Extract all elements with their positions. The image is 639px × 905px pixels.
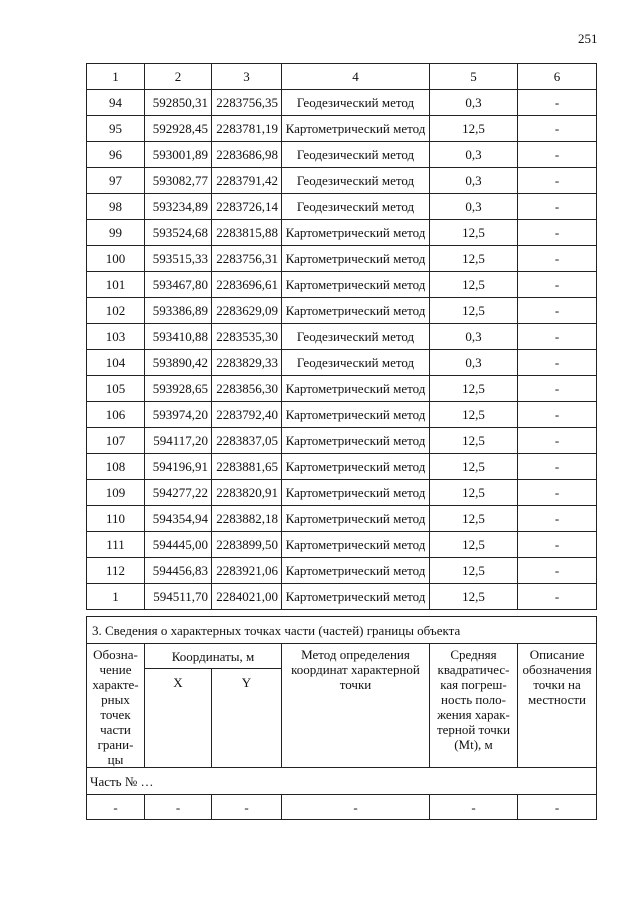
header-line: части [100,722,131,737]
description: - [518,220,597,246]
coord-x: 593467,80 [145,272,212,298]
mean-square-error: 0,3 [430,350,518,376]
coord-x: 594456,83 [145,558,212,584]
description: - [518,558,597,584]
mean-square-error: 12,5 [430,376,518,402]
header-line: точки [339,677,372,692]
header-mean-square-lines [430,644,517,752]
point-number: 103 [87,324,145,350]
mean-square-error: 12,5 [430,584,518,610]
header-mean-square-error [430,644,518,768]
section-title-cell [87,617,597,644]
coord-y: 2283882,18 [212,506,282,532]
column-header: 3 [212,64,282,90]
mean-square-error: 12,5 [430,402,518,428]
dash-cell: - [430,795,518,820]
method: Картометрический метод [282,558,430,584]
point-number: 96 [87,142,145,168]
coord-x: 593928,65 [145,376,212,402]
section-title: 3. Сведения о характерных точках части (частей) границы объекта [92,622,461,638]
header-y: Y [212,669,282,768]
header-line: (Mt), м [454,737,493,752]
method: Геодезический метод [282,168,430,194]
method: Геодезический метод [282,324,430,350]
description: - [518,116,597,142]
mean-square-error: 12,5 [430,272,518,298]
mean-square-error: 0,3 [430,168,518,194]
point-number: 99 [87,220,145,246]
description: - [518,532,597,558]
header-line: цы [107,752,124,767]
table-row [87,220,597,246]
method: Картометрический метод [282,272,430,298]
column-header: 4 [282,64,430,90]
method: Картометрический метод [282,402,430,428]
mean-square-error: 0,3 [430,324,518,350]
coord-x: 593001,89 [145,142,212,168]
table-row [87,272,597,298]
mean-square-error: 12,5 [430,298,518,324]
coord-y: 2283696,61 [212,272,282,298]
coord-x: 592928,45 [145,116,212,142]
table-row [87,90,597,116]
header-line: характе- [92,677,139,692]
coord-x: 593082,77 [145,168,212,194]
part-label: Часть № … [87,768,597,795]
coord-y: 2283726,14 [212,194,282,220]
header-row [87,64,597,90]
point-number: 101 [87,272,145,298]
header-x: X [145,669,212,768]
point-number: 110 [87,506,145,532]
table-row [87,168,597,194]
coord-x: 593974,20 [145,402,212,428]
description: - [518,168,597,194]
point-number: 94 [87,90,145,116]
header-line: точки на [533,677,581,692]
header-line: Описание [529,647,585,662]
header-line: кая погреш- [440,677,507,692]
header-description-lines [518,644,596,707]
description: - [518,480,597,506]
mean-square-error: 12,5 [430,246,518,272]
table-row [87,454,597,480]
coord-x: 594277,22 [145,480,212,506]
method: Картометрический метод [282,506,430,532]
method: Картометрический метод [282,584,430,610]
description: - [518,246,597,272]
table-row [87,324,597,350]
header-coordinates: Координаты, м [145,644,282,669]
point-number: 108 [87,454,145,480]
coord-y: 2283899,50 [212,532,282,558]
description: - [518,324,597,350]
column-header: 2 [145,64,212,90]
point-number: 112 [87,558,145,584]
point-number: 98 [87,194,145,220]
header-designation [87,644,145,768]
point-number: 100 [87,246,145,272]
header-line: квадратичес- [437,662,510,677]
coord-y: 2284021,00 [212,584,282,610]
header-line: Обозна- [93,647,138,662]
header-line: Метод определения [301,647,410,662]
coord-x: 594354,94 [145,506,212,532]
coord-x: 593234,89 [145,194,212,220]
method: Геодезический метод [282,194,430,220]
header-line: Средняя [450,647,497,662]
header-line: местности [528,692,587,707]
dash-row [87,795,597,820]
column-header: 5 [430,64,518,90]
header-line: рных [101,692,130,707]
header-line: чение [99,662,132,677]
coord-y: 2283829,33 [212,350,282,376]
mean-square-error: 12,5 [430,532,518,558]
method: Картометрический метод [282,376,430,402]
header-line: обозначения [522,662,592,677]
description: - [518,454,597,480]
table-row [87,194,597,220]
coord-y: 2283756,31 [212,246,282,272]
parts-table [86,616,597,820]
point-number: 106 [87,402,145,428]
description: - [518,194,597,220]
method: Картометрический метод [282,532,430,558]
point-number: 104 [87,350,145,376]
coord-y: 2283686,98 [212,142,282,168]
mean-square-error: 12,5 [430,558,518,584]
table-row [87,350,597,376]
header-line: жения харак- [437,707,510,722]
coord-y: 2283856,30 [212,376,282,402]
description: - [518,428,597,454]
table-row [87,584,597,610]
table-row [87,376,597,402]
parts-title-row [87,617,597,644]
page-number: 251 [578,31,598,46]
coord-y: 2283781,19 [212,116,282,142]
point-number: 95 [87,116,145,142]
coord-x: 592850,31 [145,90,212,116]
table-row [87,116,597,142]
point-number: 105 [87,376,145,402]
column-header: 1 [87,64,145,90]
description: - [518,142,597,168]
dash-cell: - [212,795,282,820]
point-number: 97 [87,168,145,194]
coord-x: 593515,33 [145,246,212,272]
table-row [87,506,597,532]
description: - [518,298,597,324]
coord-y: 2283756,35 [212,90,282,116]
description: - [518,272,597,298]
coord-y: 2283629,09 [212,298,282,324]
coord-y: 2283837,05 [212,428,282,454]
column-header: 6 [518,64,597,90]
header-method-lines [282,644,429,692]
coord-x: 594445,00 [145,532,212,558]
method: Геодезический метод [282,350,430,376]
header-description [518,644,597,768]
header-line: грани- [97,737,134,752]
coord-x: 593386,89 [145,298,212,324]
header-line: ность поло- [440,692,506,707]
coord-x: 593410,88 [145,324,212,350]
header-designation-lines [87,644,144,767]
coord-x: 593890,42 [145,350,212,376]
table-row [87,428,597,454]
coord-x: 594196,91 [145,454,212,480]
table-row [87,532,597,558]
header-line: терной точки [436,722,511,737]
point-number: 109 [87,480,145,506]
method: Картометрический метод [282,116,430,142]
header-line: точек [100,707,131,722]
mean-square-error: 0,3 [430,142,518,168]
coord-x: 594511,70 [145,584,212,610]
method: Картометрический метод [282,246,430,272]
table-row [87,298,597,324]
table-row [87,480,597,506]
description: - [518,350,597,376]
header-line: координат характерной [291,662,420,677]
method: Картометрический метод [282,298,430,324]
method: Геодезический метод [282,90,430,116]
header-method [282,644,430,768]
point-number: 1 [87,584,145,610]
coord-y: 2283815,88 [212,220,282,246]
mean-square-error: 12,5 [430,480,518,506]
coord-y: 2283820,91 [212,480,282,506]
parts-header-row [87,644,597,669]
point-number: 102 [87,298,145,324]
mean-square-error: 12,5 [430,116,518,142]
part-label-row [87,768,597,795]
method: Картометрический метод [282,480,430,506]
mean-square-error: 12,5 [430,428,518,454]
table-row [87,558,597,584]
method: Картометрический метод [282,428,430,454]
method: Картометрический метод [282,220,430,246]
points-table-body [87,64,597,610]
dash-cell: - [518,795,597,820]
dash-cell: - [87,795,145,820]
description: - [518,376,597,402]
mean-square-error: 0,3 [430,194,518,220]
method: Картометрический метод [282,454,430,480]
dash-cell: - [145,795,212,820]
coord-x: 593524,68 [145,220,212,246]
coord-y: 2283791,42 [212,168,282,194]
table-row [87,142,597,168]
mean-square-error: 12,5 [430,506,518,532]
description: - [518,402,597,428]
table-row [87,402,597,428]
coord-y: 2283921,06 [212,558,282,584]
coord-y: 2283881,65 [212,454,282,480]
table-row [87,246,597,272]
coord-y: 2283535,30 [212,324,282,350]
point-number: 107 [87,428,145,454]
points-table [86,63,597,610]
point-number: 111 [87,532,145,558]
mean-square-error: 0,3 [430,90,518,116]
method: Геодезический метод [282,142,430,168]
coord-x: 594117,20 [145,428,212,454]
description: - [518,90,597,116]
mean-square-error: 12,5 [430,454,518,480]
coord-y: 2283792,40 [212,402,282,428]
mean-square-error: 12,5 [430,220,518,246]
description: - [518,584,597,610]
dash-cell: - [282,795,430,820]
description: - [518,506,597,532]
